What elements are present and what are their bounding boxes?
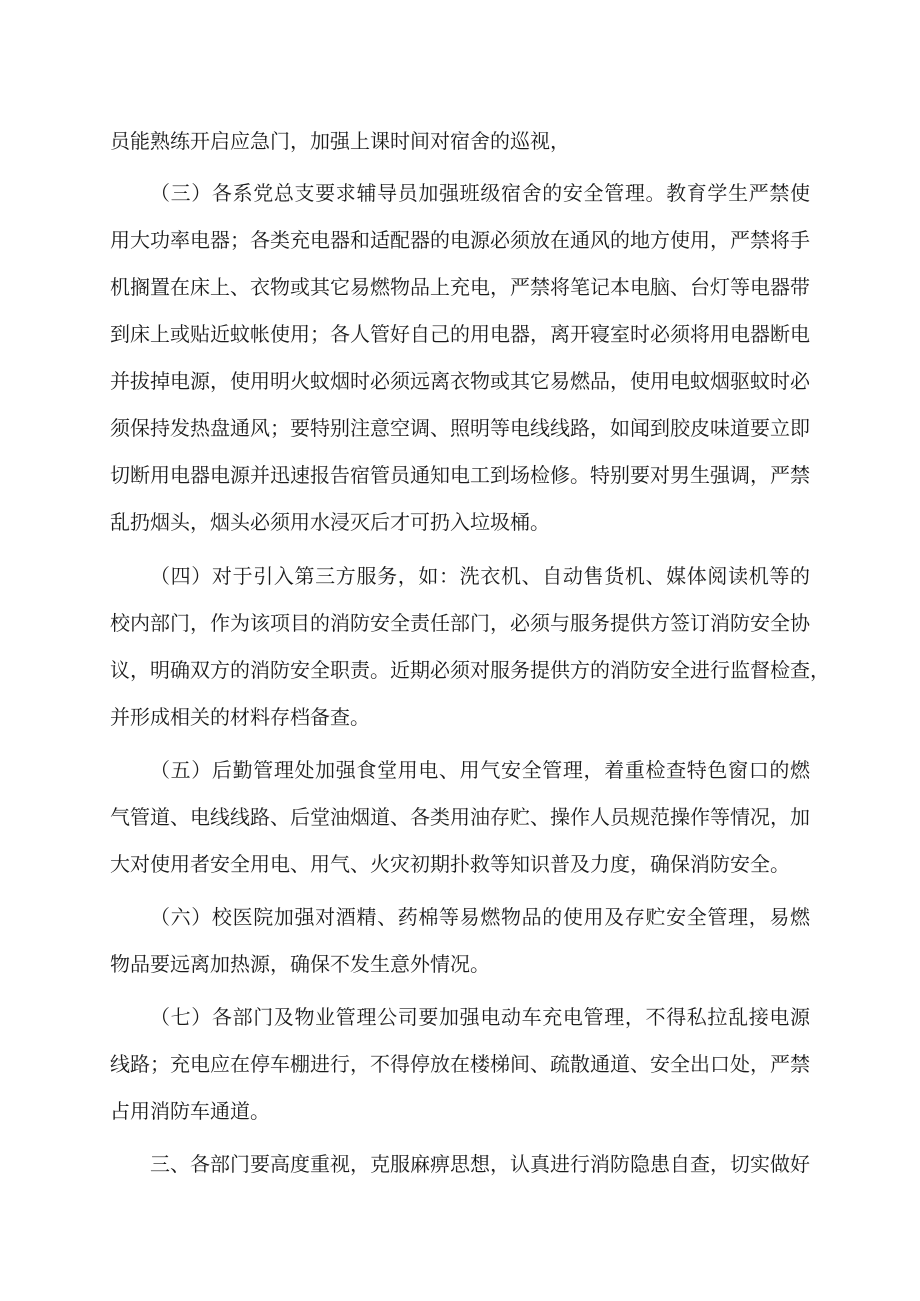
text-line: （四）对于引入第三方服务，如：洗衣机、自动售货机、媒体阅读机等的	[150, 564, 810, 588]
text-line: 员能熟练开启应急门，加强上课时间对宿舍的巡视，	[110, 129, 570, 153]
text-line: 并形成相关的材料存档备查。	[110, 705, 370, 729]
text-line: 切断用电器电源并迅速报告宿管员通知电工到场检修。特别要对男生强调，严禁	[110, 463, 810, 487]
text-line: （六）校医院加强对酒精、药棉等易燃物品的使用及存贮安全管理，易燃	[150, 905, 810, 929]
text-line: 议，明确双方的消防安全职责。近期必须对服务提供方的消防安全进行监督检查，	[110, 658, 830, 682]
text-line: 线路；充电应在停车棚进行，不得停放在楼梯间、疏散通道、安全出口处，严禁	[110, 1052, 810, 1076]
text-line: 用大功率电器；各类充电器和适配器的电源必须放在通风的地方使用，严禁将手	[110, 228, 810, 252]
text-line: 三、各部门要高度重视，克服麻痹思想，认真进行消防隐患自查，切实做好	[150, 1152, 810, 1176]
text-line: 物品要远离加热源，确保不发生意外情况。	[110, 952, 490, 976]
text-line: 机搁置在床上、衣物或其它易燃物品上充电，严禁将笔记本电脑、台灯等电器带	[110, 275, 810, 299]
text-line: （七）各部门及物业管理公司要加强电动车充电管理，不得私拉乱接电源	[150, 1005, 810, 1029]
text-line: 到床上或贴近蚊帐使用；各人管好自己的用电器，离开寝室时必须将用电器断电	[110, 322, 810, 346]
text-line: 大对使用者安全用电、用气、火灾初期扑救等知识普及力度，确保消防安全。	[110, 852, 790, 876]
text-line: 校内部门，作为该项目的消防安全责任部门，必须与服务提供方签订消防安全协	[110, 611, 810, 635]
text-line: 气管道、电线线路、后堂油烟道、各类用油存贮、操作人员规范操作等情况，加	[110, 805, 810, 829]
text-line: （三）各系党总支要求辅导员加强班级宿舍的安全管理。教育学生严禁使	[150, 181, 810, 205]
text-line: （五）后勤管理处加强食堂用电、用气安全管理，着重检查特色窗口的燃	[150, 758, 810, 782]
text-line: 乱扔烟头，烟头必须用水浸灭后才可扔入垃圾桶。	[110, 510, 550, 534]
text-line: 占用消防车通道。	[110, 1099, 270, 1123]
text-line: 并拔掉电源，使用明火蚊烟时必须远离衣物或其它易燃品，使用电蚊烟驱蚊时必	[110, 369, 810, 393]
text-line: 须保持发热盘通风；要特别注意空调、照明等电线线路，如闻到胶皮味道要立即	[110, 416, 810, 440]
